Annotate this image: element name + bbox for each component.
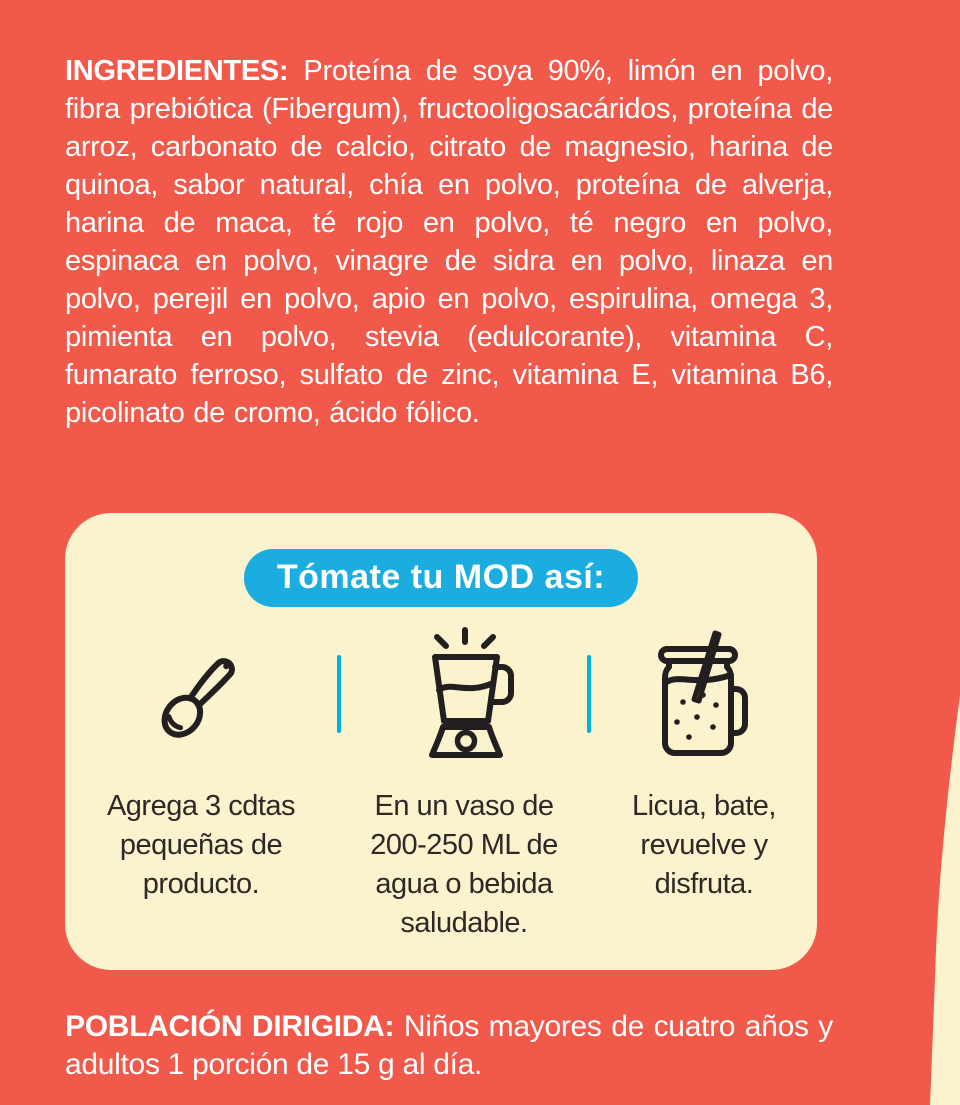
cream-corner-wedge <box>928 695 960 1105</box>
usage-card <box>65 513 817 970</box>
population-text: Niños mayores de cuatro años y adultos 1 porción de 15 g al día. <box>65 1010 833 1081</box>
caption-line: agua o bebida <box>375 868 553 900</box>
usage-steps <box>65 623 817 943</box>
population-paragraph <box>65 1008 833 1084</box>
jar-icon <box>641 625 767 763</box>
caption-line: pequeñas de <box>119 829 283 861</box>
step-1-icon-cell <box>65 623 337 765</box>
population-label: POBLACIÓN DIRIGIDA: <box>65 1010 395 1043</box>
usage-card-title: Tómate tu MOD así: <box>276 558 606 596</box>
caption-line: Agrega 3 cdtas <box>106 790 296 822</box>
step-3-caption <box>591 787 817 943</box>
caption-line: disfruta. <box>654 868 754 900</box>
caption-line: saludable. <box>400 907 528 939</box>
caption-line: revuelve y <box>640 829 768 861</box>
caption-line: En un vaso de <box>374 790 554 822</box>
step-2-icon-cell <box>341 623 587 765</box>
step-2-caption <box>341 787 587 943</box>
step-3-icon-cell <box>591 623 817 765</box>
caption-line: Licua, bate, <box>632 790 776 822</box>
ingredients-label: INGREDIENTES: <box>65 55 289 87</box>
step-1-caption <box>65 787 337 943</box>
caption-line: 200-250 ML de <box>370 829 558 861</box>
usage-card-title-pill <box>244 549 638 607</box>
ingredients-paragraph <box>65 52 833 432</box>
ingredients-text: Proteína de soya 90%, limón en polvo, fibra prebiótica (Fibergum), fructooligosacáridos, proteína de arroz, carbonato de calcio, citrato de magnesio, harina de quinoa, sabor natural, chía en polvo, proteína de alverja, harina de maca, té rojo en polvo, té negro en polvo, espinaca en polvo, vinagre de sidra en polvo, linaza en polvo, perejil en polvo, apio en polvo, espirulina, omega 3, pimienta en polvo, stevia (edulcorante), vitamina C, fumarato ferroso, sulfato de zinc, vitamina E, vitamina B6, picolinato de cromo, ácido fólico. <box>65 55 833 429</box>
caption-line: producto. <box>142 868 260 900</box>
blender-icon <box>399 621 529 767</box>
spoon-icon <box>141 633 261 755</box>
